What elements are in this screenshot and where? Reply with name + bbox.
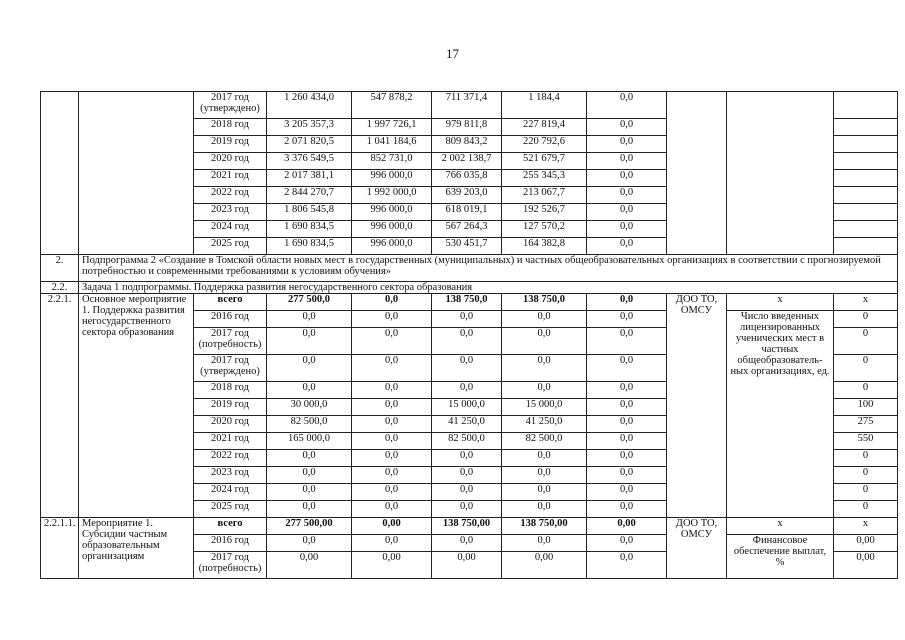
value-cell: 0,0 bbox=[352, 355, 432, 382]
table-row bbox=[41, 294, 898, 311]
indicator-x: х bbox=[727, 518, 834, 535]
value-cell: 0,0 bbox=[502, 450, 587, 467]
value-cell: 0,0 bbox=[267, 501, 352, 518]
indicator-name: Число введенных лицензированных ученических мест в частных общеобразователь-ных организациях, ед. bbox=[727, 311, 834, 518]
value-cell: 0,0 bbox=[432, 484, 502, 501]
indicator-value: 0,00 bbox=[834, 552, 898, 579]
value-cell: 0,0 bbox=[587, 170, 667, 187]
indicator-value-cell bbox=[834, 136, 898, 153]
value-cell: 127 570,2 bbox=[502, 221, 587, 238]
value-cell: 0,0 bbox=[502, 311, 587, 328]
indicator-value: 0 bbox=[834, 382, 898, 399]
value-cell: 2 071 820,5 bbox=[267, 136, 352, 153]
executor-cell: ДОО ТО, ОМСУ bbox=[667, 294, 727, 518]
indicator-cell bbox=[727, 92, 834, 255]
value-cell: 0,0 bbox=[267, 382, 352, 399]
value-cell: 0,0 bbox=[587, 328, 667, 355]
subprogram-num: 2. bbox=[41, 255, 79, 282]
value-cell: 979 811,8 bbox=[432, 119, 502, 136]
value-cell: 711 371,4 bbox=[432, 92, 502, 119]
value-cell: 0,0 bbox=[352, 311, 432, 328]
executor-cell bbox=[667, 92, 727, 255]
value-cell: 0,0 bbox=[587, 136, 667, 153]
value-cell: 0,0 bbox=[587, 399, 667, 416]
value-cell: 766 035,8 bbox=[432, 170, 502, 187]
table-row bbox=[41, 255, 898, 282]
value-cell: 164 382,8 bbox=[502, 238, 587, 255]
value-cell: 0,0 bbox=[267, 311, 352, 328]
year-cell: 2017 год (потребность) bbox=[194, 328, 267, 355]
indicator-value-cell bbox=[834, 153, 898, 170]
value-cell: 996 000,0 bbox=[352, 221, 432, 238]
total-value-cell: 0,0 bbox=[352, 294, 432, 311]
value-cell: 41 250,0 bbox=[502, 416, 587, 433]
value-cell: 996 000,0 bbox=[352, 238, 432, 255]
value-cell: 0,0 bbox=[587, 92, 667, 119]
value-cell: 996 000,0 bbox=[352, 170, 432, 187]
value-cell: 0,0 bbox=[587, 535, 667, 552]
indicator-value-cell bbox=[834, 221, 898, 238]
task-num: 2.2. bbox=[41, 282, 79, 294]
event-name: Мероприятие 1. Субсидии частным образовательным организациям bbox=[79, 518, 194, 579]
indicator-value-cell bbox=[834, 187, 898, 204]
year-cell: 2020 год bbox=[194, 153, 267, 170]
value-cell: 0,0 bbox=[587, 484, 667, 501]
indicator-value: 0 bbox=[834, 355, 898, 382]
year-cell: 2024 год bbox=[194, 221, 267, 238]
value-cell: 0,0 bbox=[352, 535, 432, 552]
value-cell: 0,0 bbox=[432, 382, 502, 399]
value-cell: 0,0 bbox=[502, 501, 587, 518]
value-cell: 220 792,6 bbox=[502, 136, 587, 153]
value-cell: 82 500,0 bbox=[267, 416, 352, 433]
year-cell: 2025 год bbox=[194, 501, 267, 518]
value-cell: 0,0 bbox=[502, 535, 587, 552]
year-cell: 2021 год bbox=[194, 170, 267, 187]
value-cell: 2 017 381,1 bbox=[267, 170, 352, 187]
value-cell: 0,0 bbox=[352, 484, 432, 501]
value-cell: 0,0 bbox=[587, 204, 667, 221]
value-cell: 0,0 bbox=[352, 416, 432, 433]
value-cell: 0,0 bbox=[267, 535, 352, 552]
table-body bbox=[41, 92, 898, 579]
value-cell: 15 000,0 bbox=[502, 399, 587, 416]
total-value-cell: 138 750,00 bbox=[502, 518, 587, 535]
value-cell: 1 690 834,5 bbox=[267, 221, 352, 238]
value-cell: 547 878,2 bbox=[352, 92, 432, 119]
table-row bbox=[41, 518, 898, 535]
indicator-value-cell bbox=[834, 238, 898, 255]
num-cell bbox=[41, 92, 79, 255]
indicator-value-cell bbox=[834, 119, 898, 136]
value-cell: 15 000,0 bbox=[432, 399, 502, 416]
value-cell: 0,00 bbox=[432, 552, 502, 579]
total-value-cell: 0,00 bbox=[352, 518, 432, 535]
year-cell: 2022 год bbox=[194, 187, 267, 204]
value-cell: 255 345,3 bbox=[502, 170, 587, 187]
budget-table bbox=[40, 91, 898, 579]
value-cell: 0,0 bbox=[587, 382, 667, 399]
total-value-cell: 0,0 bbox=[587, 294, 667, 311]
event-name: Основное мероприятие 1. Поддержка развития негосударственного сектора образования bbox=[79, 294, 194, 518]
value-cell: 0,0 bbox=[352, 433, 432, 450]
indicator-value: 100 bbox=[834, 399, 898, 416]
value-cell: 0,0 bbox=[432, 355, 502, 382]
value-cell: 227 819,4 bbox=[502, 119, 587, 136]
table-row bbox=[41, 92, 898, 119]
value-cell: 0,0 bbox=[587, 187, 667, 204]
indicator-value: 0 bbox=[834, 501, 898, 518]
value-cell: 809 843,2 bbox=[432, 136, 502, 153]
indicator-name: Финансовое обеспечение выплат, % bbox=[727, 535, 834, 579]
value-cell: 0,0 bbox=[352, 501, 432, 518]
total-value-cell: 138 750,0 bbox=[432, 294, 502, 311]
executor-cell: ДОО ТО, ОМСУ bbox=[667, 518, 727, 579]
year-cell: 2018 год bbox=[194, 382, 267, 399]
value-cell: 1 041 184,6 bbox=[352, 136, 432, 153]
indicator-value-x: х bbox=[834, 294, 898, 311]
value-cell: 0,0 bbox=[267, 467, 352, 484]
value-cell: 1 690 834,5 bbox=[267, 238, 352, 255]
indicator-value: 0 bbox=[834, 484, 898, 501]
year-cell: 2025 год bbox=[194, 238, 267, 255]
value-cell: 0,0 bbox=[267, 355, 352, 382]
year-cell: 2018 год bbox=[194, 119, 267, 136]
year-cell: всего bbox=[194, 294, 267, 311]
value-cell: 2 002 138,7 bbox=[432, 153, 502, 170]
value-cell: 0,0 bbox=[587, 221, 667, 238]
indicator-value-cell bbox=[834, 170, 898, 187]
value-cell: 0,0 bbox=[587, 311, 667, 328]
indicator-value: 0 bbox=[834, 311, 898, 328]
value-cell: 0,0 bbox=[502, 355, 587, 382]
value-cell: 0,0 bbox=[432, 311, 502, 328]
value-cell: 0,0 bbox=[587, 355, 667, 382]
value-cell: 30 000,0 bbox=[267, 399, 352, 416]
indicator-value: 275 bbox=[834, 416, 898, 433]
value-cell: 521 679,7 bbox=[502, 153, 587, 170]
total-value-cell: 138 750,00 bbox=[432, 518, 502, 535]
value-cell: 0,0 bbox=[352, 382, 432, 399]
year-cell: 2024 год bbox=[194, 484, 267, 501]
value-cell: 192 526,7 bbox=[502, 204, 587, 221]
value-cell: 0,0 bbox=[267, 450, 352, 467]
total-value-cell: 277 500,00 bbox=[267, 518, 352, 535]
value-cell: 0,0 bbox=[587, 501, 667, 518]
value-cell: 0,0 bbox=[267, 484, 352, 501]
year-cell: 2017 год (утверждено) bbox=[194, 92, 267, 119]
value-cell: 0,0 bbox=[432, 501, 502, 518]
year-cell: всего bbox=[194, 518, 267, 535]
indicator-value: 0 bbox=[834, 450, 898, 467]
value-cell: 3 205 357,3 bbox=[267, 119, 352, 136]
value-cell: 1 184,4 bbox=[502, 92, 587, 119]
value-cell: 0,0 bbox=[587, 467, 667, 484]
value-cell: 1 997 726,1 bbox=[352, 119, 432, 136]
value-cell: 0,0 bbox=[587, 416, 667, 433]
value-cell: 852 731,0 bbox=[352, 153, 432, 170]
value-cell: 0,0 bbox=[267, 328, 352, 355]
value-cell: 618 019,1 bbox=[432, 204, 502, 221]
value-cell: 0,0 bbox=[352, 399, 432, 416]
value-cell: 213 067,7 bbox=[502, 187, 587, 204]
value-cell: 82 500,0 bbox=[502, 433, 587, 450]
year-cell: 2019 год bbox=[194, 136, 267, 153]
table-row bbox=[41, 282, 898, 294]
value-cell: 0,00 bbox=[502, 552, 587, 579]
value-cell: 0,0 bbox=[432, 535, 502, 552]
value-cell: 82 500,0 bbox=[432, 433, 502, 450]
value-cell: 0,0 bbox=[502, 382, 587, 399]
year-cell: 2023 год bbox=[194, 467, 267, 484]
total-value-cell: 138 750,0 bbox=[502, 294, 587, 311]
indicator-value-cell bbox=[834, 92, 898, 119]
indicator-value-cell bbox=[834, 204, 898, 221]
year-cell: 2016 год bbox=[194, 311, 267, 328]
value-cell: 0,0 bbox=[587, 552, 667, 579]
value-cell: 0,0 bbox=[352, 328, 432, 355]
value-cell: 567 264,3 bbox=[432, 221, 502, 238]
value-cell: 0,0 bbox=[587, 433, 667, 450]
value-cell: 0,0 bbox=[352, 467, 432, 484]
value-cell: 0,0 bbox=[432, 328, 502, 355]
value-cell: 0,0 bbox=[502, 328, 587, 355]
year-cell: 2023 год bbox=[194, 204, 267, 221]
year-cell: 2016 год bbox=[194, 535, 267, 552]
value-cell: 165 000,0 bbox=[267, 433, 352, 450]
value-cell: 0,0 bbox=[352, 450, 432, 467]
name-cell bbox=[79, 92, 194, 255]
value-cell: 530 451,7 bbox=[432, 238, 502, 255]
subprogram-title: Подпрограмма 2 «Создание в Томской области новых мест в государственных (муниципальных) и частных общеобразовательных организациях в соответствии с прогнозируемой потребностью и современными требованиями к условиям обучения» bbox=[79, 255, 898, 282]
value-cell: 0,0 bbox=[587, 119, 667, 136]
value-cell: 3 376 549,5 bbox=[267, 153, 352, 170]
event-num: 2.2.1. bbox=[41, 294, 79, 518]
value-cell: 41 250,0 bbox=[432, 416, 502, 433]
event-num: 2.2.1.1. bbox=[41, 518, 79, 579]
year-cell: 2017 год (потребность) bbox=[194, 552, 267, 579]
value-cell: 0,0 bbox=[587, 450, 667, 467]
page-number: 17 bbox=[446, 46, 459, 61]
value-cell: 0,0 bbox=[502, 484, 587, 501]
year-cell: 2017 год (утверждено) bbox=[194, 355, 267, 382]
indicator-value-x: х bbox=[834, 518, 898, 535]
year-cell: 2022 год bbox=[194, 450, 267, 467]
value-cell: 0,0 bbox=[587, 153, 667, 170]
value-cell: 0,0 bbox=[432, 450, 502, 467]
value-cell: 639 203,0 bbox=[432, 187, 502, 204]
indicator-value: 0,00 bbox=[834, 535, 898, 552]
indicator-value: 550 bbox=[834, 433, 898, 450]
value-cell: 2 844 270,7 bbox=[267, 187, 352, 204]
indicator-x: х bbox=[727, 294, 834, 311]
year-cell: 2020 год bbox=[194, 416, 267, 433]
total-value-cell: 277 500,0 bbox=[267, 294, 352, 311]
value-cell: 0,00 bbox=[267, 552, 352, 579]
value-cell: 0,00 bbox=[352, 552, 432, 579]
value-cell: 1 992 000,0 bbox=[352, 187, 432, 204]
value-cell: 1 806 545,8 bbox=[267, 204, 352, 221]
value-cell: 0,0 bbox=[587, 238, 667, 255]
task-title: Задача 1 подпрограммы. Поддержка развития негосударственного сектора образования bbox=[79, 282, 898, 294]
value-cell: 0,0 bbox=[502, 467, 587, 484]
year-cell: 2019 год bbox=[194, 399, 267, 416]
value-cell: 996 000,0 bbox=[352, 204, 432, 221]
year-cell: 2021 год bbox=[194, 433, 267, 450]
total-value-cell: 0,00 bbox=[587, 518, 667, 535]
value-cell: 1 260 434,0 bbox=[267, 92, 352, 119]
indicator-value: 0 bbox=[834, 328, 898, 355]
indicator-value: 0 bbox=[834, 467, 898, 484]
value-cell: 0,0 bbox=[432, 467, 502, 484]
